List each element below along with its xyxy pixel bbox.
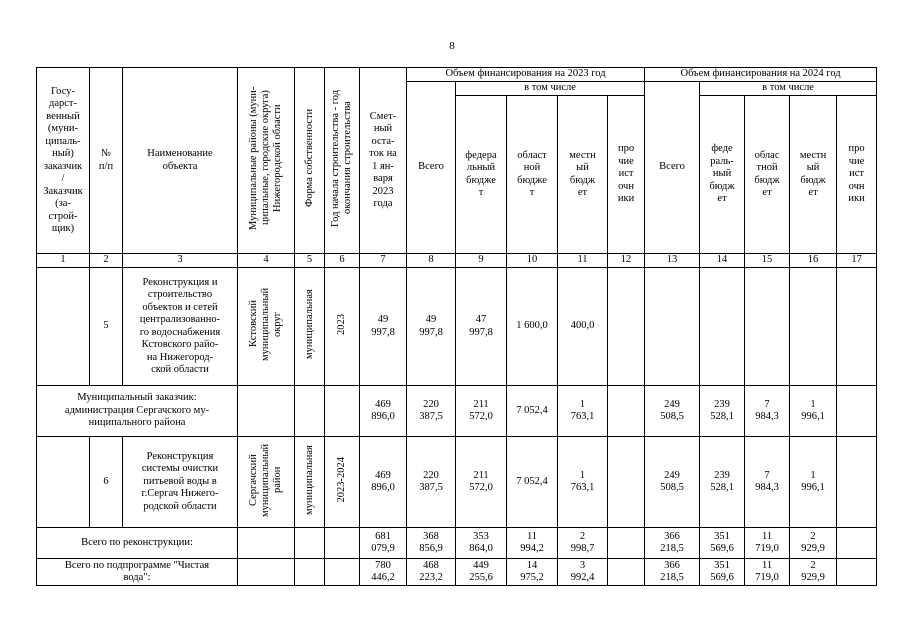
cell-other-2024 [837, 268, 877, 386]
header-fin-2023: Объем финансирования на 2023 год [407, 68, 645, 82]
header-num: № п/п [90, 68, 123, 254]
cell-other-2024 [837, 559, 877, 586]
cell-other-2023 [608, 437, 645, 528]
column-number-row [37, 254, 877, 268]
cell-local-2024: 2 929,9 [790, 559, 837, 586]
column-number: 15 [745, 254, 790, 268]
cell-district [238, 559, 295, 586]
cell-num: 5 [90, 268, 123, 386]
cell-other-2023 [608, 268, 645, 386]
cell-ownership [295, 528, 325, 559]
cell-total-2023: 368 856,9 [407, 528, 456, 559]
page-number: 8 [449, 40, 455, 52]
header-other-2023: про чие ист очн ики [608, 96, 645, 254]
cell-total-2024: 366 218,5 [645, 559, 700, 586]
cell-federal-2023: 211 572,0 [456, 437, 507, 528]
cell-ownership [295, 559, 325, 586]
cell-num: 6 [90, 437, 123, 528]
cell-total-2024 [645, 268, 700, 386]
cell-other-2023 [608, 386, 645, 437]
header-ownership: Форма собственности [295, 68, 325, 254]
column-number: 6 [325, 254, 360, 268]
cell-regional-2024: 11 719,0 [745, 559, 790, 586]
header-total-2024: Всего [645, 82, 700, 254]
column-number: 14 [700, 254, 745, 268]
table-row-sergach-customer [37, 386, 877, 437]
column-number: 3 [123, 254, 238, 268]
header-balance: Смет- ный оста- ток на 1 ян- варя 2023 года [360, 68, 407, 254]
cell-federal-2023: 47 997,8 [456, 268, 507, 386]
cell-federal-2024: 239 528,1 [700, 437, 745, 528]
cell-customer-label: Муниципальный заказчик: администрация Сергачского му- ниципального района [37, 386, 238, 437]
cell-federal-2023: 449 255,6 [456, 559, 507, 586]
column-number: 10 [507, 254, 558, 268]
cell-object-name: Реконструкция системы очистки питьевой воды в г.Сергач Нижего- родской области [123, 437, 238, 528]
cell-local-2024: 2 929,9 [790, 528, 837, 559]
cell-total-label: Всего по подпрограмме "Чистая вода": [37, 559, 238, 586]
cell-other-2024 [837, 437, 877, 528]
cell-regional-2024 [745, 268, 790, 386]
cell-ownership [295, 386, 325, 437]
cell-local-2023: 2 998,7 [558, 528, 608, 559]
header-local-2023: местн ый бюдж ет [558, 96, 608, 254]
cell-ownership: муниципальная [295, 437, 325, 528]
header-incl-2024: в том числе [700, 82, 877, 96]
cell-total-2023: 220 387,5 [407, 386, 456, 437]
cell-regional-2024: 11 719,0 [745, 528, 790, 559]
cell-local-2023: 400,0 [558, 268, 608, 386]
column-number: 12 [608, 254, 645, 268]
cell-regional-2023: 7 052,4 [507, 437, 558, 528]
header-object-name: Наименование объекта [123, 68, 238, 254]
header-districts: Муниципальные районы (муни-ципальные, городские округа) Нижегородской области [238, 68, 295, 254]
cell-regional-2023: 14 975,2 [507, 559, 558, 586]
cell-total-2024: 366 218,5 [645, 528, 700, 559]
cell-local-2024: 1 996,1 [790, 386, 837, 437]
header-total-2023: Всего [407, 82, 456, 254]
cell-federal-2024 [700, 268, 745, 386]
cell-total-2023: 468 223,2 [407, 559, 456, 586]
column-number: 17 [837, 254, 877, 268]
cell-balance: 780 446,2 [360, 559, 407, 586]
cell-balance: 49 997,8 [360, 268, 407, 386]
cell-other-2023 [608, 559, 645, 586]
cell-balance: 681 079,9 [360, 528, 407, 559]
cell-balance: 469 896,0 [360, 437, 407, 528]
cell-total-2024: 249 508,5 [645, 386, 700, 437]
column-number: 1 [37, 254, 90, 268]
cell-regional-2024: 7 984,3 [745, 437, 790, 528]
cell-total-2024: 249 508,5 [645, 437, 700, 528]
header-federal-2023: федера льный бюдже т [456, 96, 507, 254]
cell-local-2023: 1 763,1 [558, 386, 608, 437]
cell-federal-2024: 351 569,6 [700, 559, 745, 586]
cell-years [325, 528, 360, 559]
cell-ownership: муниципальная [295, 268, 325, 386]
column-number: 16 [790, 254, 837, 268]
column-number: 11 [558, 254, 608, 268]
header-years: Год начала строительства - год окончания строительства [325, 68, 360, 254]
column-number: 13 [645, 254, 700, 268]
cell-local-2024: 1 996,1 [790, 437, 837, 528]
header-row-1 [37, 68, 877, 82]
cell-local-2024 [790, 268, 837, 386]
table-row-total-reconstruction [37, 528, 877, 559]
cell-regional-2024: 7 984,3 [745, 386, 790, 437]
cell-federal-2023: 211 572,0 [456, 386, 507, 437]
cell-years [325, 386, 360, 437]
cell-regional-2023: 1 600,0 [507, 268, 558, 386]
cell-customer [37, 437, 90, 528]
cell-total-2023: 49 997,8 [407, 268, 456, 386]
header-regional-2023: област ной бюдже т [507, 96, 558, 254]
header-fin-2024: Объем финансирования на 2024 год [645, 68, 877, 82]
column-number: 2 [90, 254, 123, 268]
column-number: 5 [295, 254, 325, 268]
table-row-total-subprogram [37, 559, 877, 586]
cell-local-2023: 3 992,4 [558, 559, 608, 586]
cell-regional-2023: 11 994,2 [507, 528, 558, 559]
cell-other-2023 [608, 528, 645, 559]
header-other-2024: про чие ист очн ики [837, 96, 877, 254]
cell-federal-2024: 351 569,6 [700, 528, 745, 559]
column-number: 7 [360, 254, 407, 268]
column-number: 9 [456, 254, 507, 268]
cell-other-2024 [837, 528, 877, 559]
cell-federal-2024: 239 528,1 [700, 386, 745, 437]
cell-district: Кстовский муниципальный округ [238, 268, 295, 386]
cell-balance: 469 896,0 [360, 386, 407, 437]
column-number: 4 [238, 254, 295, 268]
cell-years [325, 559, 360, 586]
cell-federal-2023: 353 864,0 [456, 528, 507, 559]
cell-district: Сергачский муниципальный район [238, 437, 295, 528]
header-incl-2023: в том числе [456, 82, 645, 96]
cell-years: 2023-2024 [325, 437, 360, 528]
column-number: 8 [407, 254, 456, 268]
header-customer: Госу- дарст- венный (муни- ципаль- ный) заказчик / Заказчик (за- строй- щик) [37, 68, 90, 254]
cell-regional-2023: 7 052,4 [507, 386, 558, 437]
cell-district [238, 386, 295, 437]
cell-local-2023: 1 763,1 [558, 437, 608, 528]
table-row-sergach [37, 437, 877, 528]
financing-table [36, 67, 877, 586]
header-regional-2024: облас тной бюдж ет [745, 96, 790, 254]
header-local-2024: местн ый бюдж ет [790, 96, 837, 254]
cell-total-label: Всего по реконструкции: [37, 528, 238, 559]
cell-years: 2023 [325, 268, 360, 386]
table-row-kstovo [37, 268, 877, 386]
cell-other-2024 [837, 386, 877, 437]
cell-total-2023: 220 387,5 [407, 437, 456, 528]
cell-district [238, 528, 295, 559]
cell-object-name: Реконструкция и строительство объектов и сетей централизованно- го водоснабжения Кстовского райо- на Нижегород- ской области [123, 268, 238, 386]
cell-customer [37, 268, 90, 386]
header-federal-2024: феде раль- ный бюдж ет [700, 96, 745, 254]
